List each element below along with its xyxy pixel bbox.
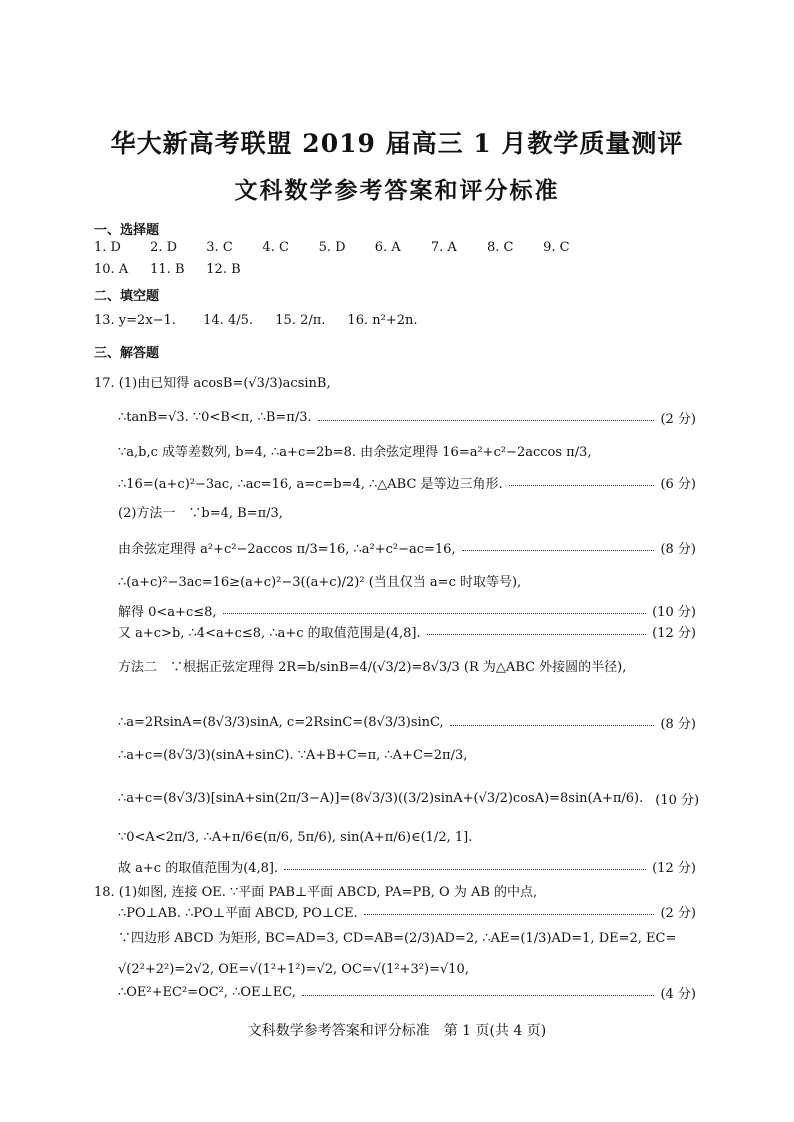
solution-text: ∴a+c=(8√3/3)[sinA+sin(2π/3−A)]=(8√3/3)((3/2)sinA+(√3/2)cosA)=8sin(A+π/6). bbox=[118, 791, 644, 806]
solution-text: 17. (1)由已知得 acosB=(√3/3)acsinB, bbox=[94, 376, 331, 391]
answer-item: 12. B bbox=[206, 262, 241, 277]
page-footer: 文科数学参考答案和评分标准 第 1 页(共 4 页) bbox=[247, 1023, 547, 1039]
answer-item: 11. B bbox=[150, 262, 185, 277]
answer-item: 10. A bbox=[94, 262, 129, 277]
solution-line bbox=[118, 857, 696, 876]
solution-text: √(2²+2²)=2√2, OE=√(1²+1²)=√2, OC=√(1²+3²)=√10, bbox=[118, 962, 469, 977]
solution-text: 由余弦定理得 a²+c²−2accos π/3=16, ∴a²+c²−ac=16, bbox=[118, 542, 456, 557]
solution-text: ∵a,b,c 成等差数列, b=4, ∴a+c=2b=8. 由余弦定理得 16=a²+c²−2accos π/3, bbox=[118, 445, 592, 460]
answer-item: 4. C bbox=[262, 240, 289, 255]
answer-item: 13. y=2x−1. bbox=[94, 313, 176, 328]
solution-text: ∴16=(a+c)²−3ac, ∴ac=16, a=c=b=4, ∴△ABC 是等边三角形. bbox=[118, 477, 503, 492]
solution-text: ∴(a+c)²−3ac=16≥(a+c)²−3((a+c)/2)² (当且仅当 a=c 时取等号), bbox=[118, 575, 522, 590]
solution-text: 故 a+c 的取值范围为(4,8]. bbox=[118, 861, 279, 876]
solution-text: ∴a+c=(8√3/3)(sinA+sinC). ∵A+B+C=π, ∴A+C=2π/3, bbox=[118, 748, 468, 763]
dot-leader bbox=[284, 869, 646, 870]
score-label: (2 分) bbox=[660, 906, 696, 921]
solution-line bbox=[118, 622, 696, 641]
solution-text: ∵四边形 ABCD 为矩形, BC=AD=3, CD=AB=(2/3)AD=2, ∴AE=(1/3)AD=1, DE=2, EC= bbox=[118, 931, 677, 946]
solution-line bbox=[118, 983, 696, 1002]
choice-answers-row-1 bbox=[94, 240, 595, 255]
answer-item: 5. D bbox=[318, 240, 346, 255]
solution-line bbox=[94, 372, 331, 391]
dot-leader bbox=[462, 550, 655, 551]
section-heading-solution: 三、解答题 bbox=[94, 346, 160, 361]
solution-text: ∴a=2RsinA=(8√3/3)sinA, c=2RsinC=(8√3/3)sinC, bbox=[118, 715, 444, 730]
dot-leader bbox=[318, 420, 655, 421]
dot-leader bbox=[364, 914, 655, 915]
page-title: 华大新高考联盟 2019 届高三 1 月教学质量测评 bbox=[110, 129, 684, 158]
solution-line bbox=[118, 962, 469, 977]
section-heading-fill: 二、填空题 bbox=[94, 289, 160, 304]
solution-text: 又 a+c>b, ∴4<a+c≤8, ∴a+c 的取值范围是(4,8]. bbox=[118, 626, 421, 641]
solution-text: 18. (1)如图, 连接 OE. ∵平面 PAB⊥平面 ABCD, PA=PB, O 为 AB 的中点, bbox=[94, 885, 538, 900]
solution-line bbox=[118, 538, 696, 557]
solution-line bbox=[118, 473, 696, 492]
solution-line bbox=[94, 881, 537, 900]
solution-text: 解得 0<a+c≤8, bbox=[118, 605, 217, 620]
solution-line bbox=[118, 656, 626, 675]
answer-item: 8. C bbox=[486, 240, 514, 255]
answer-item: 1. D bbox=[94, 240, 121, 255]
dot-leader bbox=[302, 995, 655, 996]
score-label: (10 分) bbox=[655, 793, 700, 808]
answer-item: 16. n²+2n. bbox=[347, 313, 418, 328]
score-label: (6 分) bbox=[660, 477, 696, 492]
solution-line bbox=[118, 571, 521, 590]
score-label: (12 分) bbox=[652, 626, 696, 641]
choice-answers-row-2 bbox=[94, 262, 258, 277]
solution-line bbox=[118, 441, 592, 460]
answer-item: 3. C bbox=[206, 240, 233, 255]
solution-line bbox=[118, 502, 283, 521]
dot-leader bbox=[509, 485, 655, 486]
solution-text: ∵0<A<2π/3, ∴A+π/6∈(π/6, 5π/6), sin(A+π/6)∈(1/2, 1]. bbox=[118, 830, 473, 845]
solution-text: 方法二 ∵根据正弦定理得 2R=b/sinB=4/(√3/2)=8√3/3 (R 为△ABC 外接圆的半径), bbox=[118, 660, 627, 675]
score-label: (10 分) bbox=[652, 605, 696, 620]
solution-line bbox=[118, 789, 700, 808]
solution-line bbox=[118, 902, 696, 921]
score-label: (8 分) bbox=[660, 542, 696, 557]
solution-text: (2)方法一 ∵b=4, B=π/3, bbox=[118, 506, 283, 521]
solution-line bbox=[118, 713, 696, 732]
solution-text: ∴PO⊥AB. ∴PO⊥平面 ABCD, PO⊥CE. bbox=[118, 906, 358, 921]
score-label: (4 分) bbox=[660, 987, 696, 1002]
fill-answers-row bbox=[94, 313, 467, 328]
solution-line bbox=[118, 927, 676, 946]
dot-leader bbox=[450, 725, 655, 726]
answer-item: 14. 4/5. bbox=[203, 313, 254, 328]
score-label: (8 分) bbox=[660, 717, 696, 732]
section-heading-choice: 一、选择题 bbox=[94, 223, 160, 238]
score-label: (12 分) bbox=[652, 861, 696, 876]
score-label: (2 分) bbox=[660, 412, 696, 427]
answer-item: 2. D bbox=[150, 240, 178, 255]
solution-line bbox=[118, 748, 467, 763]
solution-line bbox=[118, 830, 472, 845]
answer-item: 15. 2/π. bbox=[275, 313, 326, 328]
answer-item: 6. A bbox=[374, 240, 401, 255]
solution-line bbox=[118, 408, 696, 427]
solution-text: ∴tanB=√3. ∵0<B<π, ∴B=π/3. bbox=[118, 410, 312, 425]
solution-text: ∴OE²+EC²=OC², ∴OE⊥EC, bbox=[118, 985, 296, 1000]
answer-item: 7. A bbox=[430, 240, 457, 255]
page-subtitle: 文科数学参考答案和评分标准 bbox=[234, 177, 560, 204]
answer-item: 9. C bbox=[543, 240, 570, 255]
dot-leader bbox=[427, 634, 647, 635]
dot-leader bbox=[223, 613, 647, 614]
solution-line bbox=[118, 601, 696, 620]
